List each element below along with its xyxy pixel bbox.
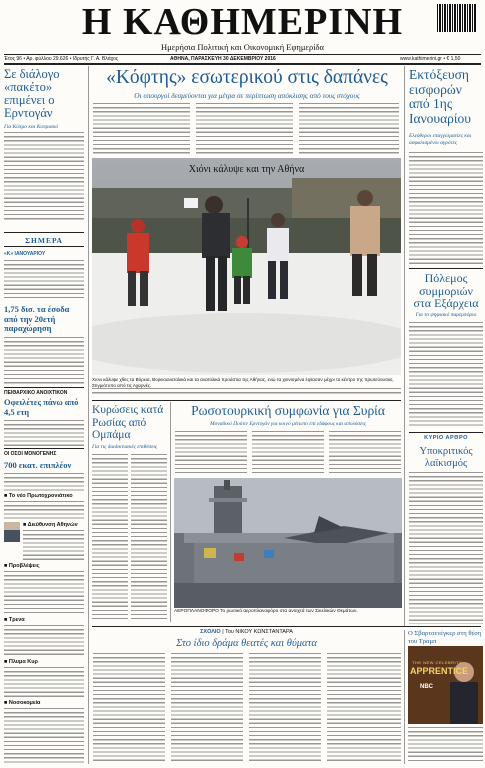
today-tag: «Κ» ΙΑΝΟΥΑΡΙΟΥ bbox=[4, 251, 46, 257]
main-body-col-2 bbox=[196, 103, 293, 155]
bullet-icon: ■ bbox=[4, 493, 9, 499]
bullet-icon: ■ bbox=[4, 700, 9, 706]
column-label: ΣΧΟΛΙΟ | Του ΝΙΚΟΥ ΚΩΝΣΤΑΝΤΑΡΑ bbox=[200, 629, 293, 635]
apprentice-text: APPRENTICE bbox=[410, 666, 469, 676]
person-thumbnail bbox=[4, 522, 20, 542]
brief3-body bbox=[4, 473, 84, 491]
right-headline-2[interactable]: Πόλεμος συμμοριών στα Εξάρχεια bbox=[413, 271, 479, 310]
main-subheadline: Οι υπουργοί δεσμεύονται για μέτρα σε περίπτωση απόκλισης από τους στόχους bbox=[134, 91, 360, 100]
website: www.kathimerini.gr • € 1,50 bbox=[400, 56, 461, 62]
mid-main-kicker: Μοναδικό Πούτιν Ερντογάν για κοινό μέτωπο επί εδάφους και απολύσεις bbox=[210, 421, 366, 427]
mid-left-body-1 bbox=[92, 454, 128, 622]
left-lead-body bbox=[4, 132, 84, 222]
right-body-3 bbox=[409, 472, 483, 624]
bullet-icon: ■ bbox=[23, 522, 28, 528]
bullet-icon: ■ bbox=[4, 617, 9, 623]
brief2-body bbox=[4, 420, 84, 446]
bullet-item-3[interactable]: ■ Προβλέψεις bbox=[4, 563, 40, 569]
date-line: ΑΘΗΝΑ, ΠΑΡΑΣΚΕΥΗ 30 ΔΕΚΕΜΒΡΙΟΥ 2016 bbox=[170, 56, 276, 62]
carrier-photo bbox=[174, 478, 402, 608]
brief2-headline[interactable]: Οφειλέτες πάνω από 4,5 ετη bbox=[4, 397, 79, 417]
right-headline-3[interactable]: Υποκριτικός λαϊκισμός bbox=[419, 446, 473, 469]
right-body-1 bbox=[409, 152, 483, 264]
issue-info: Έτος 96 • Αρ. φύλλου 29.626 • Ιδρυτής Γ. Α. Βλάχος bbox=[4, 56, 119, 62]
bullet-item-1[interactable]: ■ Το νέο Πρωτοχρονιάτικο bbox=[4, 493, 73, 499]
today-body bbox=[4, 260, 84, 300]
main-headline[interactable]: «Κόφτης» εσωτερικού στις δαπάνες bbox=[106, 67, 388, 88]
apprentice-top-text: THE NEW CELEBRITY bbox=[412, 660, 463, 665]
mid-left-body-2 bbox=[131, 454, 167, 622]
main-body-col-1 bbox=[93, 103, 190, 155]
brief2-kicker: ΠΕΙΘΑΡΧΙΚΟ ΑΝΟΙΧΤΙΚΟΝ bbox=[4, 390, 68, 396]
mid-left-headline[interactable]: Κυρώσεις κατά Ρωσίας από Ομπάμα bbox=[92, 404, 164, 441]
main-body-col-3 bbox=[299, 103, 399, 155]
snow-scene-image bbox=[92, 158, 401, 375]
nbc-logo: NBC bbox=[420, 684, 433, 690]
brief3-kicker: ΟΙ ΟΣΟΙ ΜΟΝΟΓΕΝΗΣ bbox=[4, 451, 57, 457]
bullet-item-2[interactable]: ■ Διεύθυνση Αθηνών bbox=[23, 522, 78, 528]
bullet-item-4[interactable]: ■ Τρενα bbox=[4, 617, 25, 623]
right-body-2 bbox=[409, 322, 483, 426]
aircraft-carrier-image bbox=[174, 478, 402, 608]
bullet-icon: ■ bbox=[4, 563, 9, 569]
column-headline[interactable]: Στο ίδιο δράμα θεατές και θύματα bbox=[176, 638, 317, 649]
mid-left-kicker: Για τις διαδικτυακές επιθέσεις bbox=[92, 444, 158, 450]
right-bottom-headline[interactable]: Ο Σβαρτσενέγκερ στη θέση του Τραμπ bbox=[408, 630, 482, 645]
snow-photo bbox=[92, 158, 401, 375]
bullet-item-6[interactable]: ■ Νοσοκομεία bbox=[4, 700, 41, 706]
barcode bbox=[437, 4, 477, 32]
left-lead-kicker: Για Κύπρο και Κυπριακό bbox=[4, 124, 59, 130]
masthead-title: Η ΚΑΘΗΜΕΡΙΝΗ bbox=[81, 1, 404, 43]
apprentice-photo bbox=[408, 646, 483, 724]
brief3-headline[interactable]: 700 εκατ. επιπλέον bbox=[4, 460, 72, 470]
photo-caption-text: Χιονι κάλυψε χθες τα Βόρεια, Βορειοανατολικά και τα ανατολικά προάστια της Αθήνας, ενώ τα χιονισμένα έφτασαν μέχρι το κέντρο της πρωτεύουσας. Στιγμιότυπο από τις Αχαρνές. bbox=[92, 377, 395, 388]
right-headline-1[interactable]: Εκτόξευση εισφορών από 1ης Ιανουαρίου bbox=[409, 67, 471, 126]
carrier-photo-caption: ΑΕΡΟΠΛΑΝΟΦΟΡΟ Το ρωσικό αεροπλανοφόρο στα ανοιχτά των Σικελικών Θεμάτων. bbox=[174, 609, 358, 614]
brief1-headline[interactable]: 1,75 δισ. τα έσοδα από την 20ετή παραχώρηση bbox=[4, 304, 70, 333]
mid-main-headline[interactable]: Ρωσοτουρκική συμφωνία για Συρία bbox=[191, 403, 385, 418]
photo-caption-title: Χιόνι κάλυψε και την Αθήνα bbox=[188, 164, 305, 175]
right-kicker-2: Για το ψηφιακό παρεμπόριο bbox=[415, 312, 477, 318]
right-kicker-1: Ελεύθεροι επαγγελματίες και ασφαλισμένοι αγρότες bbox=[409, 133, 472, 146]
left-lead-headline[interactable]: Σε διάλογο «πακέτο» επιμένει ο Ερντογάν bbox=[4, 67, 60, 120]
section-today: ΣΗΜΕΡΑ bbox=[25, 236, 63, 245]
masthead-subtitle: Ημερήσια Πολιτική και Οικονομική Εφημερίδα bbox=[161, 42, 324, 52]
label-main-article: ΚΥΡΙΟ ΑΡΘΡΟ bbox=[424, 435, 468, 441]
brief1-body bbox=[4, 337, 84, 385]
bullet-item-5[interactable]: ■ Πλυμα Κυρ bbox=[4, 659, 38, 665]
bullet-icon: ■ bbox=[4, 659, 9, 665]
